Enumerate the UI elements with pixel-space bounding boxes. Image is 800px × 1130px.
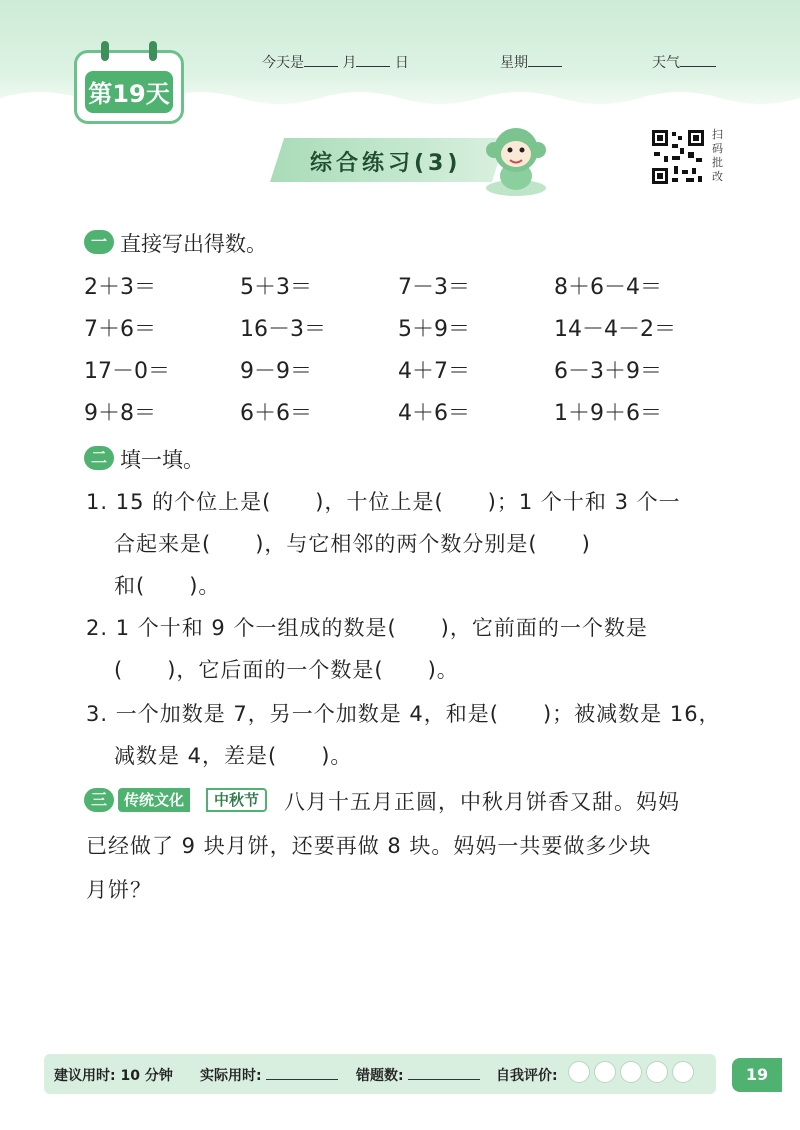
error-count-blank[interactable]: [408, 1067, 480, 1080]
qr-code-icon[interactable]: [650, 128, 706, 186]
question-line: 3. 一个加数是 7，另一个加数是 4，和是( )；被减数是 16，: [86, 702, 721, 726]
calc-item: 9－9＝: [240, 359, 312, 384]
rating-face-icon[interactable]: [620, 1061, 642, 1083]
question-line: ( )，它后面的一个数是( )。: [114, 658, 459, 682]
day-blank[interactable]: [356, 52, 390, 67]
qr-label-char: 扫: [712, 128, 723, 141]
question-line: 1. 15 的个位上是( )，十位上是( )；1 个十和 3 个一: [86, 490, 681, 514]
calc-item: 4＋6＝: [398, 401, 470, 426]
page-number: 19: [732, 1058, 782, 1092]
problem-line: 已经做了 9 块月饼，还要再做 8 块。妈妈一共要做多少块: [86, 834, 652, 858]
actual-time-label: 实际用时:: [200, 1068, 262, 1084]
calc-item: 7＋6＝: [84, 317, 156, 342]
section-2-title: 填一填。: [120, 448, 204, 472]
day-badge: [74, 50, 184, 124]
weekday-field: [500, 52, 562, 72]
month-label: 月: [342, 55, 357, 71]
calc-item: 16－3＝: [240, 317, 326, 342]
question-line: 2. 1 个十和 9 个一组成的数是( )，它前面的一个数是: [86, 616, 648, 640]
qr-label-char: 码: [712, 142, 723, 155]
page-title: 综合练习(3): [310, 151, 462, 176]
section-3-icon: 三: [84, 788, 114, 812]
calendar-ring-icon: [149, 41, 157, 61]
weather-label: 天气: [652, 55, 680, 71]
calc-item: 1＋9＋6＝: [554, 401, 662, 426]
date-label: 今天是: [262, 55, 304, 71]
rating-face-icon[interactable]: [594, 1061, 616, 1083]
calc-item: 17－0＝: [84, 359, 170, 384]
actual-time-field: [200, 1065, 338, 1085]
actual-time-blank[interactable]: [266, 1067, 338, 1080]
weather-field: [652, 52, 716, 72]
question-line: 减数是 4，差是( )。: [114, 744, 353, 768]
calc-item: 9＋8＝: [84, 401, 156, 426]
weekday-label: 星期: [500, 55, 528, 71]
tag-mid-autumn: 中秋节: [206, 788, 267, 812]
calc-item: 5＋3＝: [240, 275, 312, 300]
self-eval-label: 自我评价:: [496, 1068, 558, 1084]
calc-item: 6－3＋9＝: [554, 359, 662, 384]
qr-scan-label: [712, 128, 728, 184]
calc-item: 2＋3＝: [84, 275, 156, 300]
month-blank[interactable]: [304, 52, 338, 67]
calc-item: 4＋7＝: [398, 359, 470, 384]
calendar-ring-icon: [101, 41, 109, 61]
problem-line: 八月十五月正圆，中秋月饼香又甜。妈妈: [284, 790, 680, 814]
weather-blank[interactable]: [680, 52, 716, 67]
calc-item: 14－4－2＝: [554, 317, 676, 342]
weekday-blank[interactable]: [528, 52, 562, 67]
calc-item: 5＋9＝: [398, 317, 470, 342]
rating-face-icon[interactable]: [568, 1061, 590, 1083]
rating-face-icon[interactable]: [646, 1061, 668, 1083]
question-line: 合起来是( )，与它相邻的两个数分别是( ): [114, 532, 591, 556]
suggested-time: 建议用时: 10 分钟: [54, 1068, 173, 1084]
day-label: 日: [394, 55, 409, 71]
question-line: 和( )。: [114, 574, 221, 598]
section-1-icon: 一: [84, 230, 114, 254]
footer-bar: [44, 1054, 716, 1094]
problem-line: 月饼？: [86, 878, 152, 902]
error-count-field: [356, 1065, 480, 1085]
section-1-title: 直接写出得数。: [120, 232, 267, 256]
qr-label-char: 改: [712, 170, 723, 183]
monkey-mascot-icon: [480, 118, 552, 198]
date-field: [262, 52, 409, 72]
tag-traditional-culture: 传统文化: [118, 788, 190, 812]
day-number: 第19天: [85, 71, 173, 113]
calc-item: 8＋6－4＝: [554, 275, 662, 300]
calc-item: 7－3＝: [398, 275, 470, 300]
calc-item: 6＋6＝: [240, 401, 312, 426]
section-2-icon: 二: [84, 446, 114, 470]
rating-face-icon[interactable]: [672, 1061, 694, 1083]
title-banner: [270, 138, 506, 182]
error-count-label: 错题数:: [356, 1068, 404, 1084]
qr-label-char: 批: [712, 156, 723, 169]
